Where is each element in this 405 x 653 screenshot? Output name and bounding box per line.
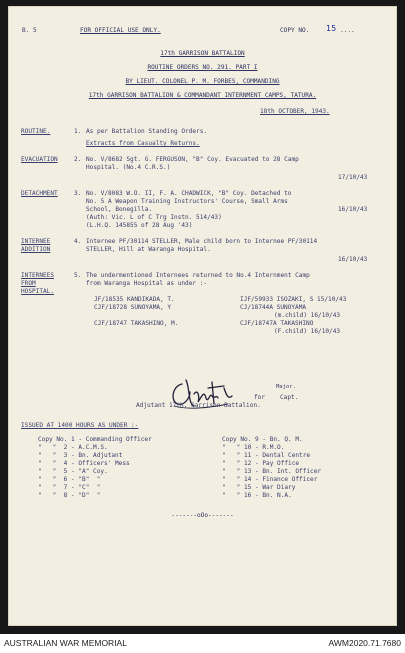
distribution-left-item: " " 6 - "B" " bbox=[38, 476, 101, 483]
routine-line-1: As per Battalion Standing Orders. bbox=[86, 128, 208, 135]
routine-line-2: Extracts from Casualty Returns. bbox=[86, 140, 200, 147]
evacuation-date: 17/10/43 bbox=[338, 174, 368, 181]
signature-for: for bbox=[254, 394, 266, 401]
distribution-right-item: " " 13 - Bn. Int. Officer bbox=[222, 468, 322, 475]
distribution-right-item: " " 14 - Finance Officer bbox=[222, 476, 318, 483]
copy-label: COPY NO. bbox=[280, 27, 314, 34]
internee-entry-right: CJF/18747A TAKASHINO bbox=[240, 320, 314, 327]
internee-heading-2: ADDITION bbox=[21, 246, 51, 253]
distribution-heading: ISSUED AT 1400 HOURS AS UNDER :- bbox=[21, 422, 139, 429]
distribution-left-item: " " 2 - A.C.M.S. bbox=[38, 444, 108, 451]
detachment-date: 16/10/43 bbox=[338, 206, 368, 213]
internees-line-1: The undermentioned Internees returned to No.4 Internment Camp bbox=[86, 272, 310, 279]
detachment-line-5: (L.H.Q. 145855 of 28 Aug '43) bbox=[86, 222, 193, 229]
classification: FOR OFFICIAL USE ONLY. bbox=[80, 27, 161, 34]
routine-number: 1. bbox=[74, 128, 82, 135]
signature-rank: Major. bbox=[276, 384, 296, 390]
orders-title: ROUTINE ORDERS NO. 291. PART I bbox=[147, 64, 258, 71]
archive-id: AWM2020.71.7680 bbox=[328, 638, 401, 648]
detachment-line-2: No. 5 A Weapon Training Instructors' Course, Small Arms bbox=[86, 198, 288, 205]
internees-heading-1: INTERNEES bbox=[21, 272, 55, 279]
evacuation-line-2: Hospital. (No.4 C.R.S.) bbox=[86, 164, 171, 171]
signature-adjutant: Adjutant 17th. Garrison Battalion. bbox=[136, 402, 261, 409]
evacuation-heading: EVACUATION bbox=[21, 156, 58, 163]
internee-line-2: STELLER, Hill at Waranga Hospital. bbox=[86, 246, 211, 253]
copy-number: 15 bbox=[326, 24, 337, 33]
routine-heading: ROUTINE. bbox=[21, 128, 51, 135]
archive-footer bbox=[0, 634, 405, 653]
battalion-title: 17th GARRISON BATTALION bbox=[160, 50, 245, 57]
internee-line-1: Internee PF/30114 STELLER, Male child born to Internee PF/30114 bbox=[86, 238, 318, 245]
internee-entry-right: IJF/59933 ISOZAKI, S 15/10/43 bbox=[240, 296, 347, 303]
internee-entry-right: (F.child) 16/10/43 bbox=[274, 328, 341, 335]
order-date: 18th OCTOBER, 1943. bbox=[260, 108, 330, 115]
internee-number: 4. bbox=[74, 238, 82, 245]
internees-heading-3: HOSPITAL. bbox=[21, 288, 55, 295]
detachment-line-4: (Auth: Vic. L of C Trg Instn. 514/43) bbox=[86, 214, 222, 221]
detachment-number: 3. bbox=[74, 190, 82, 197]
evacuation-line-1: No. V/8682 Sgt. G. FERGUSON, "B" Coy. Evacuated to 28 Camp bbox=[86, 156, 299, 163]
header-code: B. 5 bbox=[22, 27, 37, 34]
document-page bbox=[8, 6, 397, 626]
copy-dots: .... bbox=[340, 27, 355, 34]
internees-line-2: from Waranga Hospital as under :- bbox=[86, 280, 208, 287]
internees-number: 5. bbox=[74, 272, 82, 279]
internee-entry-right: CJ/18744A SUNOYAMA bbox=[240, 304, 307, 311]
internee-entry-left: CJF/18747 TAKASHINO, M. bbox=[94, 320, 179, 327]
internee-date: 16/10/43 bbox=[338, 256, 368, 263]
distribution-left-item: " " 7 - "C" " bbox=[38, 484, 101, 491]
evacuation-number: 2. bbox=[74, 156, 82, 163]
distribution-left-item: " " 3 - Bn. Adjutant bbox=[38, 452, 123, 459]
distribution-right-item: " " 10 - R.M.O. bbox=[222, 444, 285, 451]
signature-capt: Capt. bbox=[280, 394, 299, 401]
internee-entry-left: JF/18535 KANDIKADA, T. bbox=[94, 296, 175, 303]
unit-line: 17th GARRISON BATTALION & COMMANDANT INTERNMENT CAMPS, TATURA. bbox=[88, 92, 317, 99]
commander-line: BY LIEUT. COLONEL P. M. FORBES, COMMANDING bbox=[125, 78, 280, 85]
internee-heading-1: INTERNEE bbox=[21, 238, 51, 245]
distribution-right-item: Copy No. 9 - Bn. Q. M. bbox=[222, 436, 303, 443]
distribution-right-item: " " 15 - War Diary bbox=[222, 484, 296, 491]
internees-heading-2: FROM bbox=[21, 280, 36, 287]
distribution-left-item: " " 4 - Officers' Mess bbox=[38, 460, 130, 467]
distribution-left-item: " " 5 - "A" Coy. bbox=[38, 468, 108, 475]
distribution-left-item: Copy No. 1 - Commanding Officer bbox=[38, 436, 152, 443]
internee-entry-right: (m.child) 16/10/43 bbox=[274, 312, 341, 319]
distribution-right-item: " " 12 - Pay Office bbox=[222, 460, 300, 467]
distribution-left-item: " " 8 - "D" " bbox=[38, 492, 101, 499]
detachment-heading: DETACHMENT bbox=[21, 190, 58, 197]
archive-name: AUSTRALIAN WAR MEMORIAL bbox=[4, 638, 127, 648]
distribution-right-item: " " 11 - Dental Centre bbox=[222, 452, 311, 459]
end-mark: -------oOo------- bbox=[171, 512, 234, 519]
detachment-line-1: No. V/8083 W.O. II, F. A. CHADWICK, "B" Coy. Detached to bbox=[86, 190, 292, 197]
distribution-right-item: " " 16 - Bn. N.A. bbox=[222, 492, 292, 499]
internee-entry-left: CJF/18728 SUNOYAMA, Y bbox=[94, 304, 172, 311]
detachment-line-3: School, Bonegilla. bbox=[86, 206, 153, 213]
